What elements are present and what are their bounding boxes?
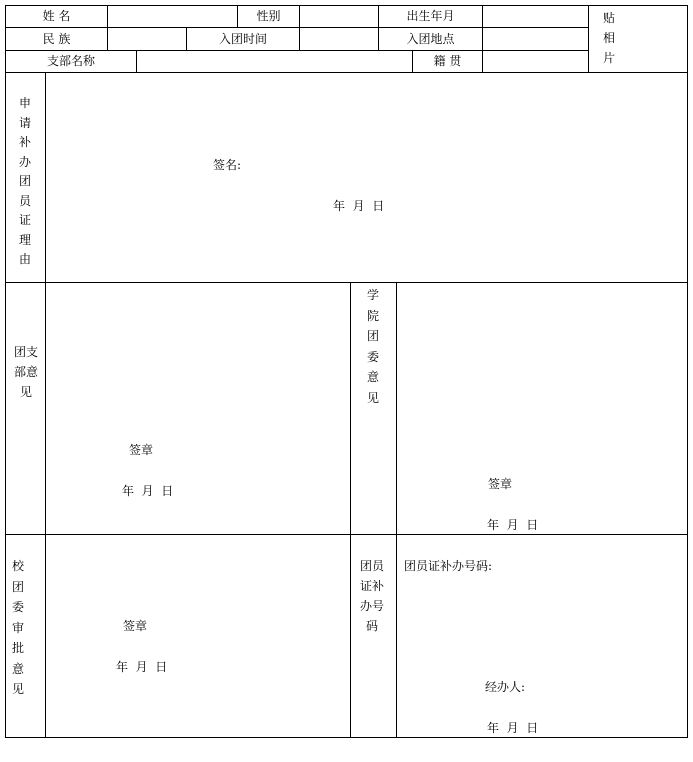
- birth-field[interactable]: [483, 6, 588, 27]
- branch-opinion-field[interactable]: [46, 283, 350, 534]
- join-time-label: 入团时间: [218, 32, 267, 46]
- card-number-prompt: 团员证补办号码:: [404, 559, 493, 573]
- birth-label: 出生年月: [406, 9, 455, 23]
- border-right: [687, 5, 688, 738]
- college-date: 年 月 日: [487, 518, 539, 532]
- handler-label: 经办人:: [485, 680, 526, 694]
- join-time-field[interactable]: [300, 28, 378, 50]
- ethnicity-label: 民 族: [42, 32, 71, 46]
- branch-stamp-label: 签章: [129, 443, 154, 457]
- photo-label: 贴相片: [602, 11, 615, 65]
- origin-label: 籍 贯: [433, 54, 462, 68]
- border-left: [5, 5, 6, 738]
- ethnicity-field[interactable]: [108, 28, 186, 50]
- college-stamp-label: 签章: [488, 477, 513, 491]
- name-label: 姓 名: [42, 9, 71, 23]
- branch-date: 年 月 日: [122, 484, 174, 498]
- school-approval-label: 校团委审批意见: [11, 559, 24, 696]
- name-field[interactable]: [108, 6, 237, 27]
- branch-opinion-label: 团支部意见: [13, 345, 38, 399]
- branch-field[interactable]: [137, 51, 412, 72]
- border-bottom: [5, 737, 688, 738]
- reason-field[interactable]: [46, 73, 687, 282]
- college-opinion-field[interactable]: [397, 283, 687, 534]
- gender-field[interactable]: [300, 6, 378, 27]
- photo-divider: [588, 5, 589, 72]
- card-number-label: 团员证补办号码: [359, 559, 384, 633]
- school-date: 年 月 日: [116, 660, 168, 674]
- school-approval-field[interactable]: [46, 535, 350, 737]
- branch-label: 支部名称: [46, 54, 95, 68]
- card-number-date: 年 月 日: [487, 721, 539, 735]
- gender-label: 性别: [256, 9, 281, 23]
- origin-field[interactable]: [483, 51, 588, 72]
- school-stamp-label: 签章: [123, 619, 148, 633]
- reason-label: 申请补办团员证理由: [18, 96, 31, 266]
- join-place-label: 入团地点: [406, 32, 455, 46]
- college-opinion-label: 学院团委意见: [366, 288, 379, 405]
- join-place-field[interactable]: [483, 28, 588, 50]
- reason-date: 年 月 日: [333, 199, 385, 213]
- mid-divider: [350, 282, 351, 738]
- reason-signature-label: 签名:: [213, 158, 242, 172]
